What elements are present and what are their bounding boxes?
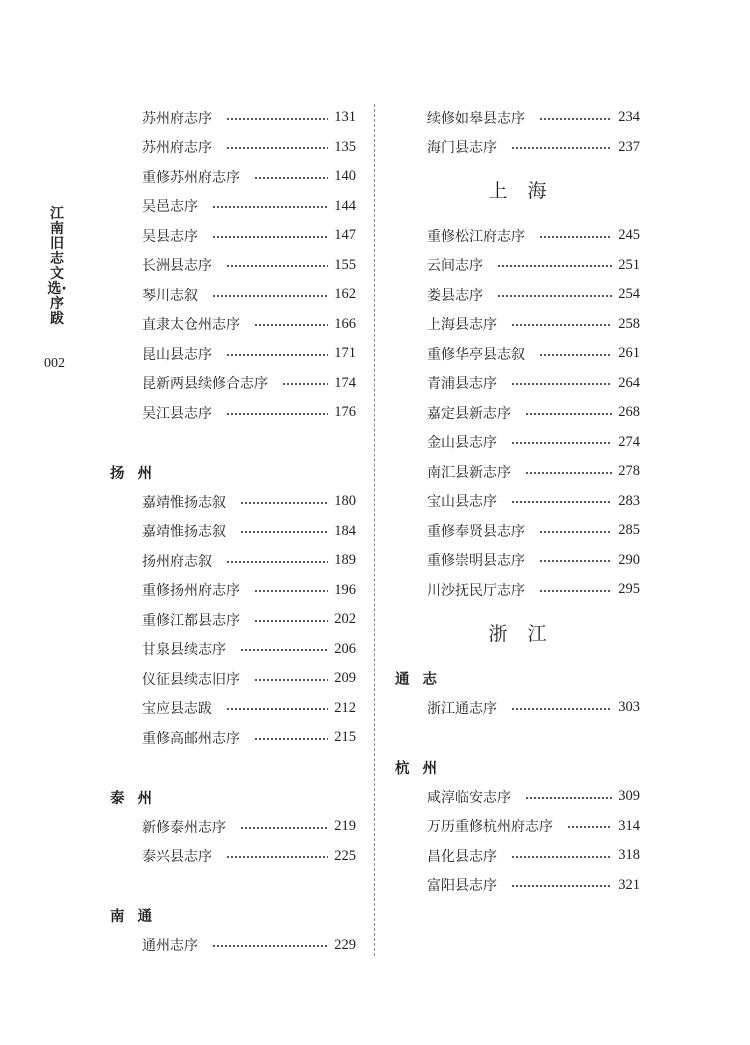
section-spacer [110, 428, 356, 458]
toc-entry[interactable] [110, 133, 356, 163]
toc-entry[interactable] [110, 931, 356, 961]
toc-entry[interactable] [395, 398, 640, 428]
toc-entry[interactable] [110, 192, 356, 222]
toc-entry[interactable] [395, 871, 640, 901]
dot-leader [539, 590, 612, 592]
toc-entry[interactable] [395, 841, 640, 871]
entry-title: 南汇县新志序 [427, 464, 511, 481]
entry-page-number: 155 [334, 256, 356, 273]
entry-page-number: 135 [334, 138, 356, 155]
entry-page-number: 206 [334, 640, 356, 657]
entry-page-number: 245 [618, 227, 640, 244]
subsection-heading: 杭州 [395, 760, 450, 777]
entry-title: 通州志序 [142, 938, 198, 955]
entry-page-number: 295 [618, 581, 640, 598]
entry-page-number: 176 [334, 404, 356, 421]
entry-title: 嘉靖惟扬志叙 [142, 494, 226, 511]
dot-leader [511, 324, 612, 326]
toc-entry[interactable] [395, 516, 640, 546]
toc-entry[interactable] [110, 842, 356, 872]
entry-title: 昆山县志序 [142, 346, 212, 363]
entry-page-number: 140 [334, 168, 356, 185]
entry-title: 川沙抚民厅志序 [427, 582, 525, 599]
page-number: 002 [44, 356, 65, 371]
toc-left-column [110, 103, 356, 960]
entry-title: 吴江县志序 [142, 405, 212, 422]
entry-page-number: 174 [334, 374, 356, 391]
toc-entry[interactable] [395, 310, 640, 340]
section-spacer [110, 753, 356, 783]
entry-page-number: 184 [334, 522, 356, 539]
entry-page-number: 234 [618, 109, 640, 126]
entry-page-number: 254 [618, 286, 640, 303]
entry-title: 嘉定县新志序 [427, 405, 511, 422]
toc-entry[interactable] [395, 457, 640, 487]
entry-page-number: 196 [334, 581, 356, 598]
toc-entry[interactable] [110, 103, 356, 133]
entry-title: 重修华亭县志叙 [427, 346, 525, 363]
subsection-heading: 通志 [395, 671, 450, 688]
toc-entry[interactable] [110, 664, 356, 694]
entry-page-number: 166 [334, 315, 356, 332]
entry-page-number: 219 [334, 818, 356, 835]
entry-title: 昌化县志序 [427, 848, 497, 865]
dot-leader [525, 413, 612, 415]
entry-page-number: 162 [334, 286, 356, 303]
entry-page-number: 261 [618, 345, 640, 362]
toc-entry[interactable] [110, 517, 356, 547]
subsection-heading: 泰州 [110, 790, 165, 807]
entry-title: 富阳县志序 [427, 878, 497, 895]
entry-title: 续修如皋县志序 [427, 110, 525, 127]
entry-title: 海门县志序 [427, 140, 497, 157]
entry-title: 扬州府志叙 [142, 553, 212, 570]
dot-leader [511, 856, 612, 858]
dot-leader [226, 147, 328, 149]
toc-entry[interactable] [110, 369, 356, 399]
toc-entry[interactable] [395, 575, 640, 605]
entry-title: 直隶太仓州志序 [142, 317, 240, 334]
entry-title: 苏州府志序 [142, 140, 212, 157]
dot-leader [212, 295, 328, 297]
entry-page-number: 290 [618, 551, 640, 568]
dot-leader [212, 236, 328, 238]
dot-leader [525, 472, 612, 474]
toc-entry[interactable] [395, 133, 640, 163]
entry-title: 重修扬州府志序 [142, 583, 240, 600]
region-heading: 浙江 [488, 622, 567, 645]
entry-title: 上海县志序 [427, 317, 497, 334]
entry-title: 云间志序 [427, 258, 483, 275]
entry-title: 重修江都县志序 [142, 612, 240, 629]
entry-page-number: 202 [334, 611, 356, 628]
region-heading: 上海 [488, 180, 567, 202]
toc-entry[interactable] [395, 280, 640, 310]
toc-entry[interactable] [110, 487, 356, 517]
dot-leader [226, 413, 328, 415]
toc-entry[interactable] [395, 103, 640, 133]
toc-entry[interactable] [110, 694, 356, 724]
toc-entry[interactable] [110, 546, 356, 576]
dot-leader [240, 827, 328, 829]
entry-page-number: 171 [334, 345, 356, 362]
entry-page-number: 209 [334, 670, 356, 687]
entry-title: 甘泉县续志序 [142, 642, 226, 659]
entry-page-number: 285 [618, 522, 640, 539]
dot-leader [539, 236, 612, 238]
entry-page-number: 131 [334, 109, 356, 126]
dot-leader [497, 265, 612, 267]
dot-leader [226, 856, 328, 858]
toc-entry[interactable] [395, 369, 640, 399]
dot-leader [511, 147, 612, 149]
dot-leader [525, 797, 612, 799]
entry-title: 咸淳临安志序 [427, 789, 511, 806]
dot-leader [282, 383, 328, 385]
dot-leader [511, 708, 612, 710]
entry-title: 宝应县志跋 [142, 701, 212, 718]
dot-leader [539, 560, 612, 562]
column-divider [374, 104, 375, 956]
dot-leader [226, 561, 328, 563]
entry-page-number: 309 [618, 788, 640, 805]
entry-title: 吴县志序 [142, 228, 198, 245]
toc-entry[interactable] [395, 221, 640, 251]
entry-page-number: 212 [334, 699, 356, 716]
entry-page-number: 283 [618, 492, 640, 509]
subsection-heading: 扬州 [110, 465, 165, 482]
entry-page-number: 144 [334, 197, 356, 214]
entry-title: 重修苏州府志序 [142, 169, 240, 186]
entry-page-number: 180 [334, 493, 356, 510]
entry-title: 重修松江府志序 [427, 228, 525, 245]
toc-entry[interactable] [110, 310, 356, 340]
toc-entry[interactable] [395, 339, 640, 369]
entry-page-number: 215 [334, 729, 356, 746]
toc-entry[interactable] [110, 251, 356, 281]
toc-entry[interactable] [110, 812, 356, 842]
entry-page-number: 318 [618, 847, 640, 864]
toc-entry[interactable] [395, 782, 640, 812]
entry-title: 嘉靖惟扬志叙 [142, 524, 226, 541]
dot-leader [226, 354, 328, 356]
dot-leader [254, 177, 328, 179]
entry-title: 琴川志叙 [142, 287, 198, 304]
toc-entry[interactable] [395, 693, 640, 723]
entry-title: 重修高邮州志序 [142, 730, 240, 747]
entry-page-number: 278 [618, 463, 640, 480]
dot-leader [511, 442, 612, 444]
toc-entry[interactable] [395, 251, 640, 281]
toc-entry[interactable] [110, 398, 356, 428]
dot-leader [254, 738, 328, 740]
entry-page-number: 237 [618, 138, 640, 155]
section-spacer [395, 723, 640, 753]
toc-right-column [395, 103, 640, 900]
entry-title: 仪征县续志旧序 [142, 671, 240, 688]
dot-leader [254, 679, 328, 681]
dot-leader [511, 501, 612, 503]
entry-title: 万历重修杭州府志序 [427, 819, 553, 836]
entry-title: 苏州府志序 [142, 110, 212, 127]
entry-title: 长洲县志序 [142, 258, 212, 275]
toc-entry[interactable] [110, 221, 356, 251]
dot-leader [511, 885, 612, 887]
dot-leader [567, 826, 612, 828]
toc-entry[interactable] [110, 605, 356, 635]
entry-page-number: 251 [618, 256, 640, 273]
entry-title: 青浦县志序 [427, 376, 497, 393]
toc-entry[interactable] [110, 723, 356, 753]
entry-title: 重修崇明县志序 [427, 553, 525, 570]
entry-page-number: 268 [618, 404, 640, 421]
section-spacer [110, 871, 356, 901]
entry-page-number: 225 [334, 847, 356, 864]
dot-leader [226, 118, 328, 120]
entry-title: 浙江通志序 [427, 700, 497, 717]
dot-leader [511, 383, 612, 385]
entry-page-number: 303 [618, 699, 640, 716]
toc-entry[interactable] [110, 339, 356, 369]
toc-entry[interactable] [395, 428, 640, 458]
dot-leader [254, 590, 328, 592]
dot-leader [240, 531, 328, 533]
entry-title: 娄县志序 [427, 287, 483, 304]
dot-leader [254, 620, 328, 622]
dot-leader [497, 295, 612, 297]
entry-title: 泰兴县志序 [142, 849, 212, 866]
entry-page-number: 189 [334, 552, 356, 569]
toc-entry[interactable] [395, 812, 640, 842]
dot-leader [539, 354, 612, 356]
entry-title: 宝山县志序 [427, 494, 497, 511]
dot-leader [539, 118, 612, 120]
toc-entry[interactable] [110, 576, 356, 606]
entry-title: 金山县志序 [427, 435, 497, 452]
dot-leader [539, 531, 612, 533]
dot-leader [240, 649, 328, 651]
entry-page-number: 274 [618, 433, 640, 450]
toc-entry[interactable] [110, 162, 356, 192]
entry-title: 吴邑志序 [142, 199, 198, 216]
toc-entry[interactable] [110, 635, 356, 665]
book-title: 江南旧志文选·序跋 [47, 206, 67, 327]
entry-title: 新修泰州志序 [142, 819, 226, 836]
dot-leader [226, 708, 328, 710]
entry-page-number: 258 [618, 315, 640, 332]
entry-page-number: 229 [334, 936, 356, 953]
entry-page-number: 314 [618, 817, 640, 834]
dot-leader [240, 502, 328, 504]
entry-page-number: 147 [334, 227, 356, 244]
dot-leader [212, 945, 328, 947]
toc-entry[interactable] [395, 487, 640, 517]
dot-leader [226, 265, 328, 267]
dot-leader [254, 324, 328, 326]
entry-title: 昆新两县续修合志序 [142, 376, 268, 393]
entry-title: 重修奉贤县志序 [427, 523, 525, 540]
dot-leader [212, 206, 328, 208]
toc-entry[interactable] [110, 280, 356, 310]
subsection-heading: 南通 [110, 909, 165, 926]
toc-entry[interactable] [395, 546, 640, 576]
entry-page-number: 264 [618, 374, 640, 391]
entry-page-number: 321 [618, 876, 640, 893]
